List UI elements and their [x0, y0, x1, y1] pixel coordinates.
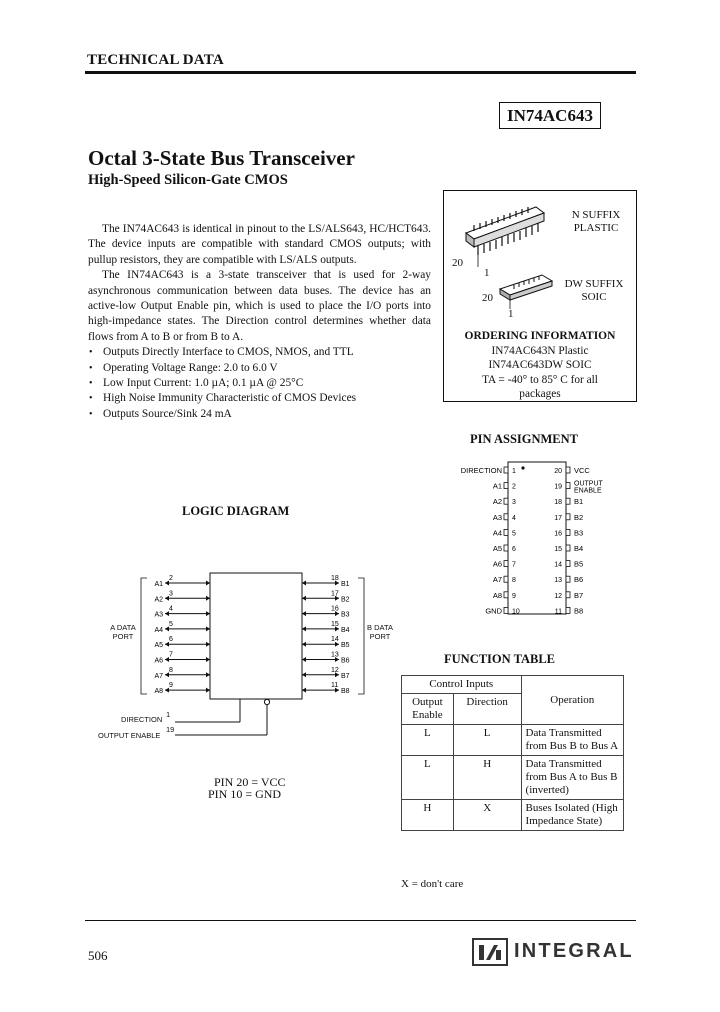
oe-pin-num: 19 [166, 725, 175, 734]
feature-item: • Low Input Current: 1.0 µA; 0.1 µA @ 25°C [88, 376, 431, 391]
pin-stub [504, 514, 508, 520]
b-pin-number: 12 [331, 666, 339, 674]
b-pin-arrow [302, 626, 306, 631]
pin-stub [504, 483, 508, 489]
pin-stub [504, 607, 508, 613]
pin-name-label: B4 [574, 544, 584, 553]
operation-cell: Buses Isolated (High Impedance State) [521, 800, 623, 831]
a-pin-arrow [206, 642, 210, 647]
pin-number: 12 [554, 592, 562, 600]
dir-cell: X [453, 800, 521, 831]
b-port-bracket [358, 578, 364, 694]
dip-pin1-label: 1 [484, 267, 490, 279]
b-pin-number: 17 [331, 590, 339, 598]
page-title: Octal 3-State Bus Transceiver [88, 146, 355, 170]
dir-cell: L [453, 725, 521, 756]
pin-number: 4 [512, 514, 516, 522]
b-pin-arrow [302, 596, 306, 601]
pin-stub [504, 467, 508, 473]
order-item: IN74AC643DW SOIC [488, 359, 592, 371]
pin-name-label: A3 [492, 512, 502, 522]
a-pin-name: A3 [154, 611, 163, 619]
pin-number: 11 [554, 608, 562, 616]
a-pin-arrow [206, 626, 210, 631]
pin-name-label: OUTPUT [574, 480, 603, 488]
b-pin-arrow [302, 672, 306, 677]
pin-assignment-title: PIN ASSIGNMENT [470, 432, 579, 446]
b-pin-name: B2 [341, 596, 350, 604]
b-pin-name: B1 [341, 581, 350, 588]
b-pin-arrow [302, 581, 306, 586]
pin-number: 8 [512, 577, 516, 585]
b-pin-number: 14 [331, 636, 339, 644]
control-inputs-header: Control Inputs [402, 676, 522, 694]
pin-number: 5 [512, 530, 516, 538]
pin-name-label: DIRECTION [460, 466, 502, 475]
pin-assignment-diagram [440, 458, 620, 618]
oe-cell: H [402, 800, 454, 831]
pin-name-label: A8 [492, 590, 502, 600]
pin-number: 14 [554, 561, 562, 569]
pin10-note: PIN 10 = GND [208, 787, 282, 801]
pin-stub [566, 467, 570, 473]
pin-number: 17 [554, 514, 562, 522]
function-table-title: FUNCTION TABLE [444, 652, 556, 666]
a-pin-name: A2 [154, 596, 163, 604]
b-pin-name: B8 [341, 688, 350, 696]
brand-name: INTEGRAL [514, 940, 634, 962]
a-pin-arrow [206, 657, 210, 662]
pin-name-label: B7 [574, 590, 584, 600]
dw-suffix-label [554, 278, 634, 304]
dw-suffix-type: SOIC [581, 291, 607, 303]
table-row [402, 756, 624, 800]
table-row [402, 800, 624, 831]
order-item: IN74AC643N Plastic [491, 344, 589, 357]
b-pin-name: B3 [341, 611, 350, 619]
soic-pin20-label: 20 [482, 292, 493, 304]
pin-stub [504, 561, 508, 567]
pin-stub [566, 483, 570, 489]
pin-name-label: ENABLE [574, 487, 602, 495]
function-table [401, 675, 624, 831]
pin-name-label: B6 [574, 575, 584, 585]
feature-item: • Outputs Directly Interface to CMOS, NMOS, and TTL [88, 345, 431, 360]
a-pin-name: A4 [154, 626, 163, 634]
function-table-note: X = don't care [401, 878, 464, 890]
pin-name-label: B1 [574, 497, 584, 507]
pin-stub [566, 576, 570, 582]
pin-number: 10 [512, 608, 520, 616]
pin-name-label: B3 [574, 528, 584, 538]
ordering-info [444, 329, 636, 402]
oe-cell: L [402, 725, 454, 756]
description-para-2: The IN74AC643 is a 3-state transceiver that is used for 2-way asynchronous communication between data buses. The device has an active-low Output Enable pin, which is used to place the I/O ports into high-impedance states. The Direction control determines whether data flows from A to B or from B to A. [88, 269, 431, 343]
pin-number: 15 [554, 546, 562, 553]
logic-b-pins [302, 575, 350, 695]
pin1-dot [521, 466, 524, 469]
pin-number: 16 [554, 530, 562, 538]
a-port-bracket [141, 578, 147, 694]
pin-number: 9 [512, 592, 516, 600]
pin-stub [566, 529, 570, 535]
pin-stub [566, 545, 570, 551]
pin-number: 18 [554, 499, 562, 507]
description-para-1: The IN74AC643 is identical in pinout to the LS/ALS643, HC/HCT643. The device inputs are compatible with standard CMOS outputs; with pullup resistors, they are compatible with LS/ALS outputs. [88, 223, 431, 266]
pin-number: 3 [512, 499, 516, 507]
dip-package-icon [466, 207, 544, 267]
pin-name-label: B2 [574, 512, 584, 522]
package-box [443, 190, 637, 402]
pin-stub [504, 529, 508, 535]
pin-name-label: GND [485, 606, 502, 616]
dip-pin20-label: 20 [452, 257, 463, 269]
output-enable-header: Output Enable [402, 694, 454, 725]
b-pin-number: 18 [331, 575, 339, 582]
pin-name-label: B5 [574, 559, 584, 569]
a-pin-number: 2 [169, 575, 173, 582]
a-pin-arrow [206, 611, 210, 616]
integral-logo-icon [472, 938, 508, 966]
a-pin-number: 7 [169, 651, 173, 659]
soic-package-icon [500, 275, 552, 309]
pin-name-label: A1 [492, 481, 502, 491]
pin-number: 13 [554, 577, 562, 585]
b-pin-name: B5 [341, 642, 350, 650]
direction-header: Direction [453, 694, 521, 725]
a-pin-name: A1 [154, 581, 163, 588]
b-pin-arrow [302, 642, 306, 647]
feature-list [88, 345, 431, 422]
temp-range: TA = -40° to 85° C for all [482, 373, 598, 386]
n-suffix-type: PLASTIC [573, 222, 619, 234]
oe-cell: L [402, 756, 454, 800]
transceiver-block [210, 573, 302, 699]
pin-stub [566, 592, 570, 598]
pin-name-label: A7 [492, 575, 502, 585]
pin-name-label: A2 [492, 497, 502, 507]
n-suffix-label [560, 209, 632, 235]
a-pin-number: 9 [169, 682, 173, 690]
a-pin-name: A6 [154, 657, 163, 665]
oe-inversion-bubble [264, 699, 269, 704]
pin-number: 2 [512, 483, 516, 491]
pin20-note: PIN 20 = VCC [214, 775, 286, 789]
table-row [402, 725, 624, 756]
dw-suffix-line: DW SUFFIX [564, 278, 624, 290]
page-number: 506 [88, 948, 108, 963]
a-pin-number: 3 [169, 590, 173, 598]
direction-pin-num: 1 [166, 710, 171, 719]
a-pin-number: 4 [169, 605, 173, 613]
footer-rule [85, 920, 636, 921]
page-subtitle: High-Speed Silicon-Gate CMOS [88, 172, 288, 188]
b-pin-name: B6 [341, 657, 350, 665]
header-rule [85, 71, 636, 74]
soic-pin1-label: 1 [508, 308, 514, 320]
pin-number: 20 [554, 468, 562, 475]
operation-cell: Data Transmitted from Bus B to Bus A [521, 725, 623, 756]
pin-stub [504, 592, 508, 598]
pin-stub [566, 514, 570, 520]
b-pin-name: B7 [341, 672, 350, 680]
a-pin-name: A8 [154, 688, 163, 696]
pin-stub [504, 498, 508, 504]
header-label: TECHNICAL DATA [87, 52, 224, 68]
a-pin-arrow [206, 688, 210, 693]
pin-name-label: B8 [574, 606, 584, 616]
pin-stub [504, 545, 508, 551]
pin-name-label: A6 [492, 559, 502, 569]
a-pin-number: 5 [169, 620, 173, 628]
operation-cell: Data Transmitted from Bus A to Bus B (inverted) [521, 756, 623, 800]
pin-name-label: A4 [492, 528, 502, 538]
pin-name-label: VCC [574, 466, 590, 475]
pin-stub [566, 498, 570, 504]
a-pin-name: A5 [154, 642, 163, 650]
b-pin-number: 16 [331, 605, 339, 613]
b-pin-arrow [302, 688, 306, 693]
a-pin-name: A7 [154, 672, 163, 680]
feature-item: • Operating Voltage Range: 2.0 to 6.0 V [88, 361, 431, 376]
pin-number: 7 [512, 561, 516, 569]
a-port-label: A DATA PORT [110, 623, 136, 641]
b-pin-number: 13 [331, 651, 339, 659]
part-number-box: IN74AC643 [499, 102, 601, 129]
dir-cell: H [453, 756, 521, 800]
b-pin-arrow [302, 657, 306, 662]
a-pin-arrow [206, 596, 210, 601]
pin-stub [566, 607, 570, 613]
b-pin-number: 11 [331, 682, 339, 690]
direction-label: DIRECTION [121, 715, 163, 724]
b-pin-name: B4 [341, 626, 350, 634]
operation-header: Operation [521, 676, 623, 725]
b-port-label: B DATA PORT [367, 623, 393, 641]
a-pin-number: 8 [169, 666, 173, 674]
temp-range-cont: packages [519, 388, 561, 400]
pin-number: 1 [512, 468, 516, 475]
ordering-title: ORDERING INFORMATION [464, 330, 616, 342]
feature-item: • High Noise Immunity Characteristic of CMOS Devices [88, 391, 431, 406]
oe-label: OUTPUT ENABLE [98, 731, 161, 740]
a-pin-arrow [206, 672, 210, 677]
logic-diagram-title: LOGIC DIAGRAM [182, 504, 290, 518]
a-pin-number: 6 [169, 636, 173, 644]
a-pin-arrow [206, 581, 210, 586]
pin-stub [504, 576, 508, 582]
pin-number: 6 [512, 546, 516, 553]
b-pin-number: 15 [331, 620, 339, 628]
pin-name-label: A5 [492, 544, 502, 553]
pin-number: 19 [554, 483, 562, 491]
b-pin-arrow [302, 611, 306, 616]
pin-stub [566, 561, 570, 567]
logic-a-pins [154, 575, 210, 695]
n-suffix-line: N SUFFIX [571, 209, 621, 221]
feature-item: • Outputs Source/Sink 24 mA [88, 407, 431, 422]
description [88, 222, 431, 422]
